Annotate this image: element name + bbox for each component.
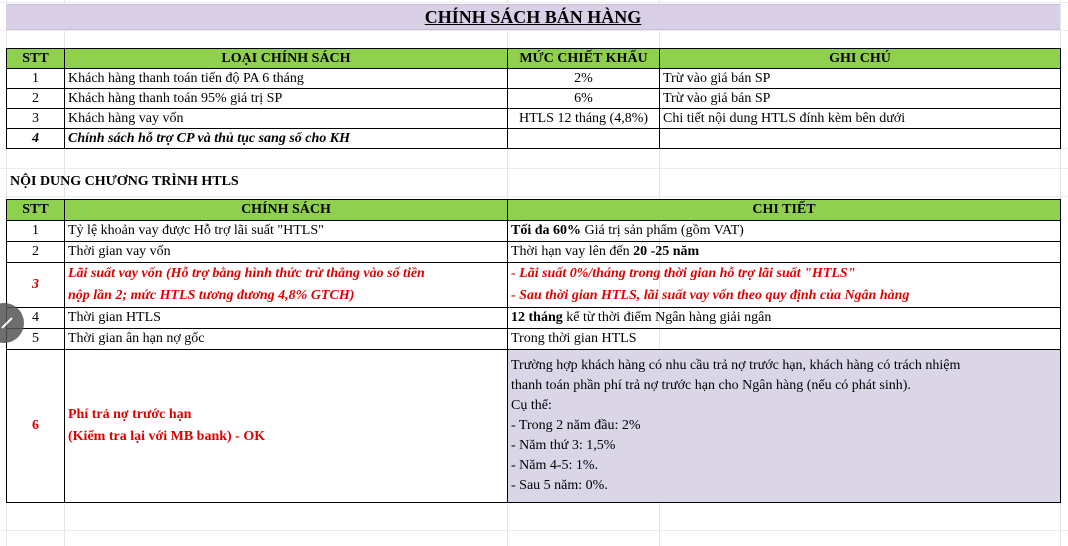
grid-line: [0, 2, 1068, 3]
grid-line: [0, 530, 1068, 531]
table-row: [7, 242, 1061, 263]
table-row: [7, 221, 1061, 242]
cell-stt: 2: [7, 89, 65, 109]
header-discount: MỨC CHIẾT KHẤU: [508, 49, 660, 69]
detail-line: Cụ thể:: [511, 398, 552, 413]
grid-line: [0, 30, 1068, 31]
table-row: [7, 350, 1061, 503]
cell-stt: 4: [7, 129, 65, 149]
cell-stt: 3: [7, 109, 65, 129]
cell-policy: Thời gian vay vốn: [65, 242, 508, 263]
table-row: [7, 129, 1061, 149]
cell-stt: 5: [7, 329, 65, 350]
detail-line: - Năm thứ 3: 1,5%: [511, 438, 616, 453]
header-stt: STT: [7, 49, 65, 69]
detail-line: - Sau thời gian HTLS, lãi suất vay vốn theo quy định của Ngân hàng: [511, 288, 910, 303]
cell-policy: Tỷ lệ khoản vay được Hỗ trợ lãi suất "HTLS": [65, 221, 508, 242]
detail-line: thanh toán phần phí trả nợ trước hạn cho Ngân hàng (nếu có phát sinh).: [511, 378, 911, 393]
table-row: [7, 329, 1061, 350]
header-policy-type: LOẠI CHÍNH SÁCH: [65, 49, 508, 69]
cell-discount: 2%: [508, 69, 660, 89]
detail-text: Thời hạn vay lên đến: [511, 244, 634, 259]
cell-policy: Thời gian ân hạn nợ gốc: [65, 329, 508, 350]
cell-note: [660, 129, 1061, 149]
detail-text: kể từ thời điểm Ngân hàng giải ngân: [562, 310, 772, 325]
policy-line: nộp lần 2; mức HTLS tương đương 4,8% GTCH): [68, 288, 355, 303]
detail-bold: 12 tháng: [511, 310, 563, 325]
detail-text: Giá trị sản phẩm (gồm VAT): [581, 223, 744, 238]
detail-line: Trường hợp khách hàng có nhu cầu trả nợ trước hạn, khách hàng có trách nhiệm: [511, 358, 961, 373]
page-title-text: CHÍNH SÁCH BÁN HÀNG: [424, 7, 642, 27]
cell-discount: HTLS 12 tháng (4,8%): [508, 109, 660, 129]
grid-line: [0, 196, 1068, 197]
cell-detail: [508, 308, 1061, 329]
cell-policy-type: Khách hàng vay vốn: [65, 109, 508, 129]
header-detail: CHI TIẾT: [508, 200, 1061, 221]
cell-note: Chi tiết nội dung HTLS đính kèm bên dưới: [660, 109, 1061, 129]
cell-policy-type: Khách hàng thanh toán tiến độ PA 6 tháng: [65, 69, 508, 89]
policy-line: Phí trả nợ trước hạn: [68, 407, 192, 422]
cell-stt: 1: [7, 69, 65, 89]
policy-line: Lãi suất vay vốn (Hỗ trợ bằng hình thức trừ thẳng vào số tiền: [68, 266, 425, 281]
header-note: GHI CHÚ: [660, 49, 1061, 69]
table-row: [7, 109, 1061, 129]
page-title: [6, 4, 1060, 30]
cell-detail: Trong thời gian HTLS: [508, 329, 1061, 350]
table-row: [7, 89, 1061, 109]
cell-policy: Thời gian HTLS: [65, 308, 508, 329]
header-stt: STT: [7, 200, 65, 221]
table-row: [7, 69, 1061, 89]
header-policy: CHÍNH SÁCH: [65, 200, 508, 221]
cell-discount: 6%: [508, 89, 660, 109]
section-title-htls: NỘI DUNG CHƯƠNG TRÌNH HTLS: [10, 174, 239, 189]
detail-bold: 20 -25 năm: [633, 244, 700, 259]
table-row: [7, 308, 1061, 329]
table-row: [7, 263, 1061, 308]
cell-policy: [65, 350, 508, 503]
cell-stt: 1: [7, 221, 65, 242]
cell-stt: 4: [7, 308, 65, 329]
cell-policy-type: Khách hàng thanh toán 95% giá trị SP: [65, 89, 508, 109]
cell-detail: [508, 350, 1061, 503]
cell-policy-type: Chính sách hỗ trợ CP và thủ tục sang sổ cho KH: [65, 129, 508, 149]
policy-table: [6, 48, 1061, 149]
cell-stt: 2: [7, 242, 65, 263]
cell-detail: [508, 242, 1061, 263]
detail-line: - Sau 5 năm: 0%.: [511, 478, 608, 493]
grid-line: [0, 168, 1068, 169]
cell-detail: [508, 221, 1061, 242]
detail-line: - Trong 2 năm đầu: 2%: [511, 418, 641, 433]
policy-table-header: [7, 49, 1061, 69]
htls-table-header: [7, 200, 1061, 221]
cell-stt: 6: [7, 350, 65, 503]
cell-note: Trừ vào giá bán SP: [660, 89, 1061, 109]
policy-line: (Kiểm tra lại với MB bank) - OK: [68, 429, 266, 444]
detail-line: - Lãi suất 0%/tháng trong thời gian hỗ trợ lãi suất "HTLS": [511, 266, 856, 281]
cell-policy: [65, 263, 508, 308]
cell-stt: 3: [7, 263, 65, 308]
detail-bold: Tối đa 60%: [511, 223, 582, 238]
cell-note: Trừ vào giá bán SP: [660, 69, 1061, 89]
cell-detail: [508, 263, 1061, 308]
detail-line: - Năm 4-5: 1%.: [511, 458, 599, 473]
htls-table: [6, 199, 1061, 503]
cell-discount: [508, 129, 660, 149]
